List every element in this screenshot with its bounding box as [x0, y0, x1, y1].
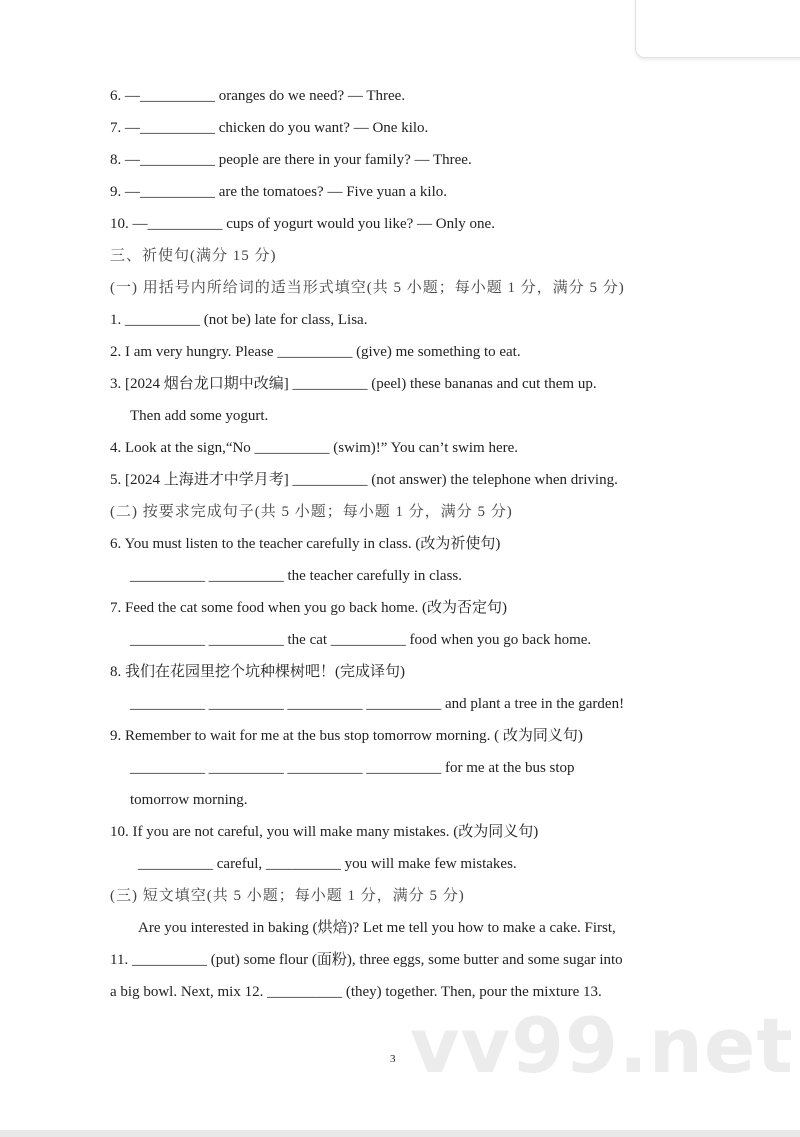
document-line: 1. __________ (not be) late for class, Lisa.: [110, 312, 368, 328]
document-line: __________ __________ the cat __________ food when you go back home.: [130, 632, 592, 648]
document-line: 8. 我们在花园里挖个坑种棵树吧！(完成译句): [110, 664, 405, 680]
document-line: 4. Look at the sign,“No __________ (swim)!” You can’t swim here.: [110, 440, 519, 456]
document-line: 7. Feed the cat some food when you go back home. (改为否定句): [110, 600, 507, 616]
document-line: (二) 按要求完成句子(共 5 小题；每小题 1 分，满分 5 分): [110, 504, 513, 520]
document-line: __________ __________ the teacher carefully in class.: [130, 568, 462, 584]
document-line: a big bowl. Next, mix 12. __________ (they) together. Then, pour the mixture 13.: [110, 984, 602, 1000]
document-line: 8. —__________ people are there in your family? — Three.: [110, 152, 472, 168]
document-line: 3. [2024 烟台龙口期中改编] __________ (peel) these bananas and cut them up.: [110, 376, 597, 392]
document-line: Then add some yogurt.: [130, 408, 269, 424]
document-line: __________ __________ __________ __________ and plant a tree in the garden!: [130, 696, 625, 712]
document-line: 9. —__________ are the tomatoes? — Five yuan a kilo.: [110, 184, 448, 200]
document-line: 三、祈使句(满分 15 分): [110, 248, 277, 264]
document-line: (三) 短文填空(共 5 小题；每小题 1 分，满分 5 分): [110, 888, 465, 904]
document-line: 6. You must listen to the teacher carefully in class. (改为祈使句): [110, 536, 501, 552]
document-line: 6. —__________ oranges do we need? — Three.: [110, 88, 406, 104]
document-line: tomorrow morning.: [130, 792, 248, 808]
document-line: (一) 用括号内所给词的适当形式填空(共 5 小题；每小题 1 分，满分 5 分): [110, 280, 625, 296]
document-line: 10. —__________ cups of yogurt would you like? — Only one.: [110, 216, 495, 232]
page-bottom-edge: [0, 1130, 800, 1137]
watermark: vv99.net: [410, 1001, 794, 1090]
document-line: 2. I am very hungry. Please __________ (give) me something to eat.: [110, 344, 521, 360]
document-line: 10. If you are not careful, you will make many mistakes. (改为同义句): [110, 824, 539, 840]
document-line: 5. [2024 上海进才中学月考] __________ (not answer) the telephone when driving.: [110, 472, 618, 488]
document-line: 9. Remember to wait for me at the bus stop tomorrow morning. ( 改为同义句): [110, 728, 583, 744]
document-line: 7. —__________ chicken do you want? — One kilo.: [110, 120, 429, 136]
document-line: __________ careful, __________ you will make few mistakes.: [138, 856, 517, 872]
document-line: Are you interested in baking (烘焙)? Let me tell you how to make a cake. First,: [138, 920, 616, 936]
top-card: [635, 0, 800, 58]
page-number: 3: [390, 1053, 396, 1065]
document-line: __________ __________ __________ __________ for me at the bus stop: [130, 760, 575, 776]
document-line: 11. __________ (put) some flour (面粉), three eggs, some butter and some sugar into: [110, 952, 623, 968]
